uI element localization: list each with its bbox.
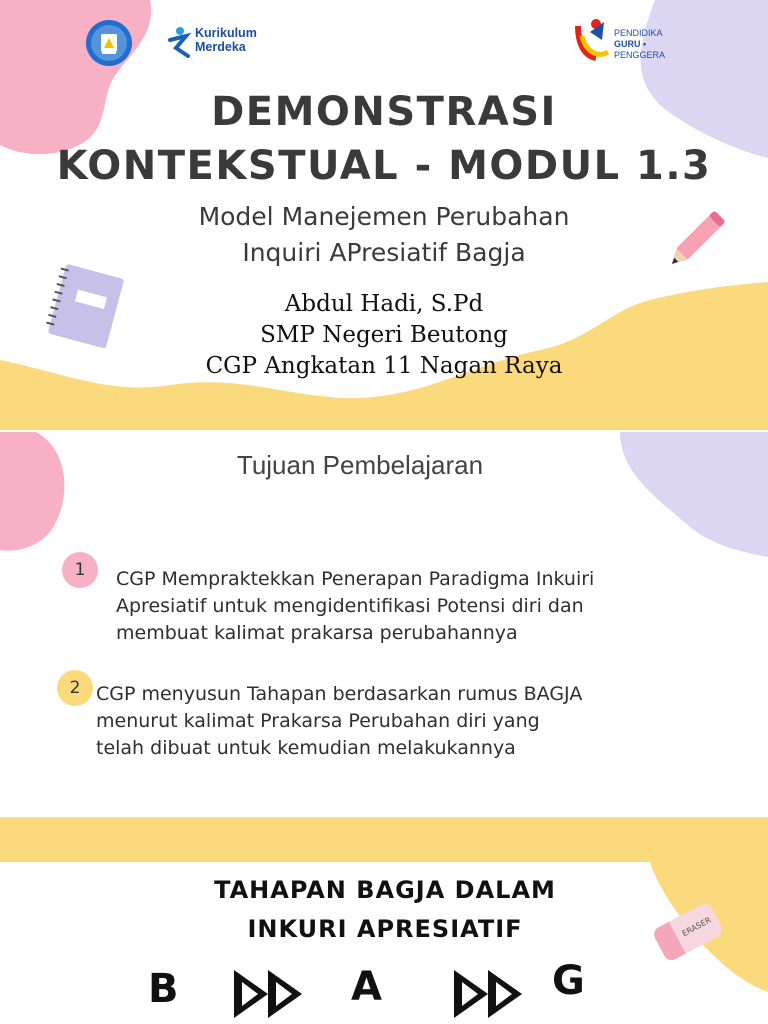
title-line-1: DEMONSTRASI xyxy=(211,89,557,135)
letter-g: G xyxy=(552,958,585,1004)
kurikulum-merdeka-logo xyxy=(166,26,276,60)
pg-line-2: GURU • xyxy=(614,39,647,49)
goal-2-line-3: telah dibuat untuk kemudian melakukannya xyxy=(96,737,516,759)
goal-1-line-1: CGP Mempraktekkan Penerapan Paradigma Inkuiri xyxy=(116,568,595,590)
school-name: SMP Negeri Beutong xyxy=(260,322,508,348)
fast-forward-icon xyxy=(228,962,308,1024)
slide-divider xyxy=(0,817,768,862)
stages-title-line-1: TAHAPAN BAGJA DALAM xyxy=(214,876,556,904)
letter-a: A xyxy=(351,964,382,1010)
goal-2 xyxy=(96,681,582,762)
subtitle-line-2: Inquiri APresiatif Bagja xyxy=(242,238,526,267)
goal-1 xyxy=(116,566,594,647)
goal-number-1: 1 xyxy=(62,552,98,588)
goal-number-2: 2 xyxy=(57,670,93,706)
subtitle-line-1: Model Manejemen Perubahan xyxy=(198,202,570,231)
stages-title-line-2: INKURI APRESIATIF xyxy=(247,915,523,943)
tut-wuri-emblem-icon xyxy=(86,20,132,66)
slide-learning-objectives xyxy=(0,432,768,817)
goal-1-line-3: membuat kalimat prakarsa perubahannya xyxy=(116,622,518,644)
kurikulum-figure-icon xyxy=(166,26,192,60)
goal-2-line-2: menurut kalimat Prakarsa Perubahan diri yang xyxy=(96,710,540,732)
merdeka-text: Merdeka xyxy=(195,40,246,54)
pg-line-3: PENGGERA xyxy=(614,50,666,60)
goal-1-line-2: Apresiatif untuk mengidentifikasi Potensi diri dan xyxy=(116,595,584,617)
slide-bagja-stages xyxy=(0,862,768,1024)
guru-penggerak-figure-icon xyxy=(574,16,614,62)
cohort-name: CGP Angkatan 11 Nagan Raya xyxy=(205,353,563,379)
kurikulum-text: Kurikulum xyxy=(195,26,257,40)
eraser-label: ERASER xyxy=(669,901,725,953)
pg-line-1: PENDIDIKA xyxy=(614,28,663,38)
goal-2-line-1: CGP menyusun Tahapan berdasarkan rumus BAGJA xyxy=(96,683,583,705)
slide-title xyxy=(0,0,768,430)
title-line-2: KONTEKSTUAL - MODUL 1.3 xyxy=(56,143,712,189)
guru-penggerak-logo xyxy=(574,16,674,64)
author-name: Abdul Hadi, S.Pd xyxy=(284,291,484,317)
tut-wuri-logo-icon xyxy=(86,20,132,66)
letter-b: B xyxy=(148,966,179,1012)
objectives-heading: Tujuan Pembelajaran xyxy=(236,450,484,480)
fast-forward-icon xyxy=(448,962,528,1024)
